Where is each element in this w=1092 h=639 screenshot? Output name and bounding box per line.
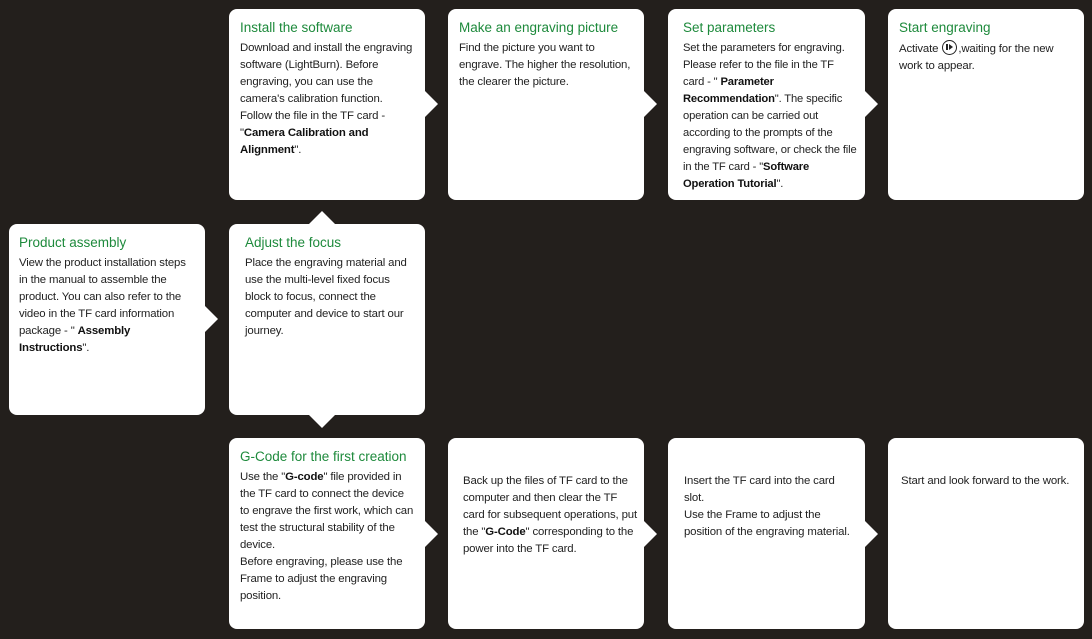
step-description: Back up the files of TF card to the computer and then clear the TF card for subsequent operations, put the "G-Code" corresponding to the power into the TF card.: [463, 475, 637, 555]
arrow-parameters-to-start: [865, 91, 878, 117]
step-title: Set parameters: [683, 20, 776, 35]
step-title: G-Code for the first creation: [240, 449, 407, 464]
step-description: Start and look forward to the work.: [901, 475, 1070, 487]
arrow-focus-to-install: [309, 211, 335, 224]
step-title: Product assembly: [19, 235, 127, 250]
step-description: Use the "G-code" file provided in the TF card to connect the device to engrave the first work, which can test the structural stability of the device. Before engraving, please use the Frame to adjust the engraving position.: [240, 471, 414, 602]
step-look-forward: [888, 438, 1084, 629]
arrow-install-to-picture: [425, 91, 438, 117]
step-set-parameters: [668, 9, 865, 200]
play-pause-icon: [942, 40, 957, 55]
step-adjust-focus: [229, 224, 425, 415]
step-insert-tf-card: [668, 438, 865, 629]
step-description: Insert the TF card into the card slot. Use the Frame to adjust the position of the engraving material.: [684, 475, 850, 538]
step-description: Download and install the engraving software (LightBurn). Before engraving, you can use the camera's calibration function. Follow the file in the TF card - "Camera Calibration and Alignment".: [240, 42, 413, 156]
step-description: Find the picture you want to engrave. The higher the resolution, the clearer the picture.: [459, 42, 631, 88]
step-start-engraving: [888, 9, 1084, 200]
arrow-backup-to-insert: [644, 521, 657, 547]
arrow-focus-to-gcode: [309, 415, 335, 428]
arrow-gcode-to-backup: [425, 521, 438, 547]
step-product-assembly: [9, 224, 205, 415]
step-title: Adjust the focus: [245, 235, 342, 250]
step-description: View the product installation steps in the manual to assemble the product. You can also refer to the video in the TF card information package - " Assembly Instructions".: [19, 257, 186, 354]
step-title: Start engraving: [899, 20, 991, 35]
arrow-insert-to-look: [865, 521, 878, 547]
step-description: Place the engraving material and use the multi-level fixed focus block to focus, connect the computer and device to start our journey.: [245, 257, 407, 337]
step-backup-tf-card: [448, 438, 644, 629]
step-description: Activate ,waiting for the new work to appear.: [899, 40, 1074, 75]
step-install-software: [229, 9, 425, 200]
step-description: Set the parameters for engraving. Please refer to the file in the TF card - " Parameter Recommendation". The specific operation can be carried out according to the prompts of the engraving software, or check the file in the TF card - "Software Operation Tutorial".: [683, 42, 857, 190]
arrow-picture-to-parameters: [644, 91, 657, 117]
arrow-assembly-to-focus: [205, 306, 218, 332]
step-gcode-first-creation: [229, 438, 425, 629]
step-title: Make an engraving picture: [459, 20, 619, 35]
step-make-picture: [448, 9, 644, 200]
step-title: Install the software: [240, 20, 353, 35]
